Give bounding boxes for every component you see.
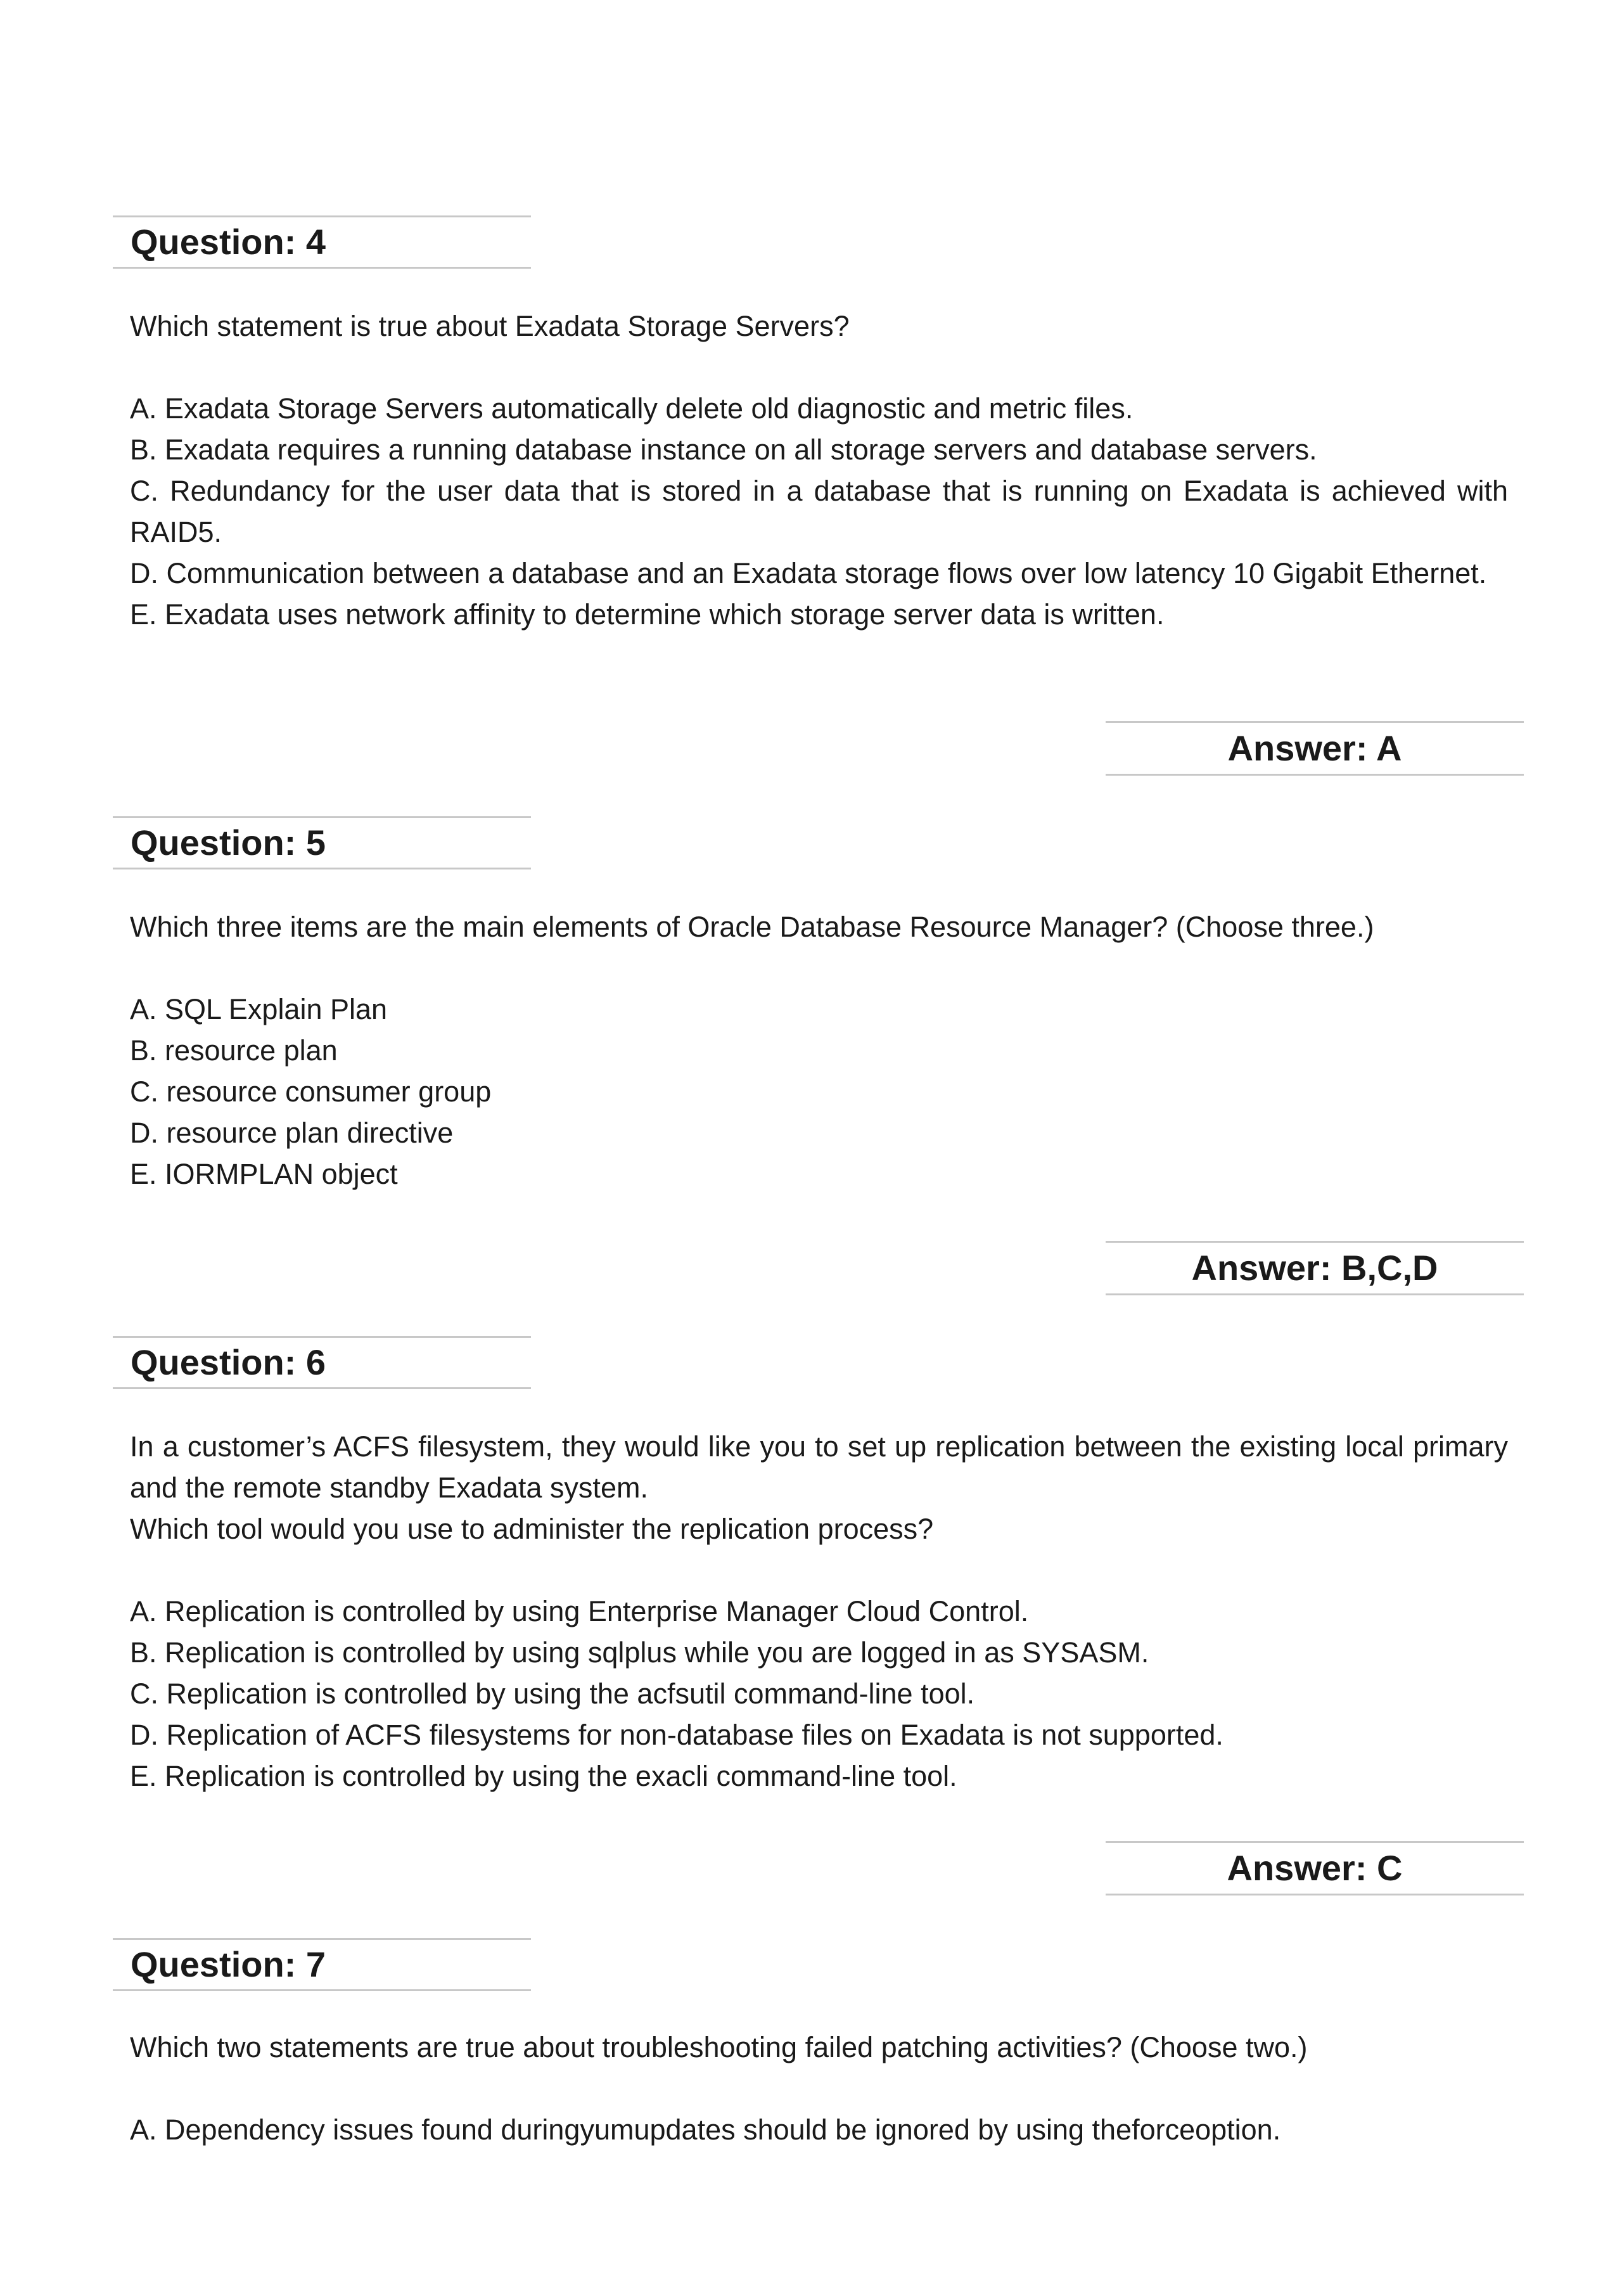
option-a: A. Replication is controlled by using Enterprise Manager Cloud Control. — [130, 1595, 1029, 1627]
question-stem: Which two statements are true about troubleshooting failed patching activities? (Choose two.) — [130, 2031, 1308, 2063]
answer-options — [130, 1591, 1508, 1797]
question-stem: Which three items are the main elements of Oracle Database Resource Manager? (Choose three.) — [130, 911, 1374, 943]
option-b: B. resource plan — [130, 1034, 338, 1067]
question-title: Question: 4 — [131, 222, 326, 262]
answer-label: Answer: C — [1227, 1848, 1403, 1888]
question-7-body — [130, 2027, 1508, 2150]
question-stem: In a customer’s ACFS filesystem, they would like you to set up replication between the existing local primary and the remote standby Exadata system. — [130, 1430, 1508, 1504]
option-b: B. Exadata requires a running database instance on all storage servers and database servers. — [130, 433, 1317, 466]
question-title: Question: 5 — [131, 823, 326, 863]
question-title: Question: 7 — [131, 1944, 326, 1984]
question-title: Question: 6 — [131, 1342, 326, 1382]
option-d: D. Replication of ACFS filesystems for non-database files on Exadata is not supported. — [130, 1719, 1223, 1751]
question-4-body — [130, 305, 1508, 635]
question-4-header — [113, 215, 531, 269]
option-d: D. Communication between a database and an Exadata storage flows over low latency 10 Gigabit Ethernet. — [130, 557, 1487, 589]
answer-options — [130, 2109, 1508, 2150]
question-6-body — [130, 1426, 1508, 1797]
option-a: A. Exadata Storage Servers automatically delete old diagnostic and metric files. — [130, 392, 1133, 425]
option-a: A. Dependency issues found duringyumupdates should be ignored by using theforceoption. — [130, 2113, 1281, 2146]
option-c: C. Replication is controlled by using the acfsutil command-line tool. — [130, 1677, 975, 1710]
answer-options — [130, 388, 1508, 635]
question-5-answer — [1106, 1241, 1524, 1295]
option-e: E. Exadata uses network affinity to determine which storage server data is written. — [130, 598, 1165, 631]
option-a: A. SQL Explain Plan — [130, 993, 388, 1025]
option-c: C. Redundancy for the user data that is stored in a database that is running on Exadata is achieved with RAID5. — [130, 475, 1508, 548]
question-5-body — [130, 906, 1508, 1195]
question-stem: Which tool would you use to administer the replication process? — [130, 1513, 934, 1545]
option-e: E. Replication is controlled by using the exacli command-line tool. — [130, 1760, 957, 1792]
question-5-header — [113, 816, 531, 869]
option-d: D. resource plan directive — [130, 1117, 454, 1149]
question-7-header — [113, 1938, 531, 1991]
answer-label: Answer: A — [1227, 728, 1402, 768]
answer-label: Answer: B,C,D — [1191, 1248, 1438, 1288]
question-6-header — [113, 1336, 531, 1389]
question-stem: Which statement is true about Exadata Storage Servers? — [130, 310, 850, 342]
answer-options — [130, 989, 1508, 1195]
option-e: E. IORMPLAN object — [130, 1158, 398, 1190]
question-6-answer — [1106, 1841, 1524, 1895]
question-4-answer — [1106, 721, 1524, 776]
option-c: C. resource consumer group — [130, 1075, 492, 1108]
option-b: B. Replication is controlled by using sqlplus while you are logged in as SYSASM. — [130, 1636, 1149, 1669]
